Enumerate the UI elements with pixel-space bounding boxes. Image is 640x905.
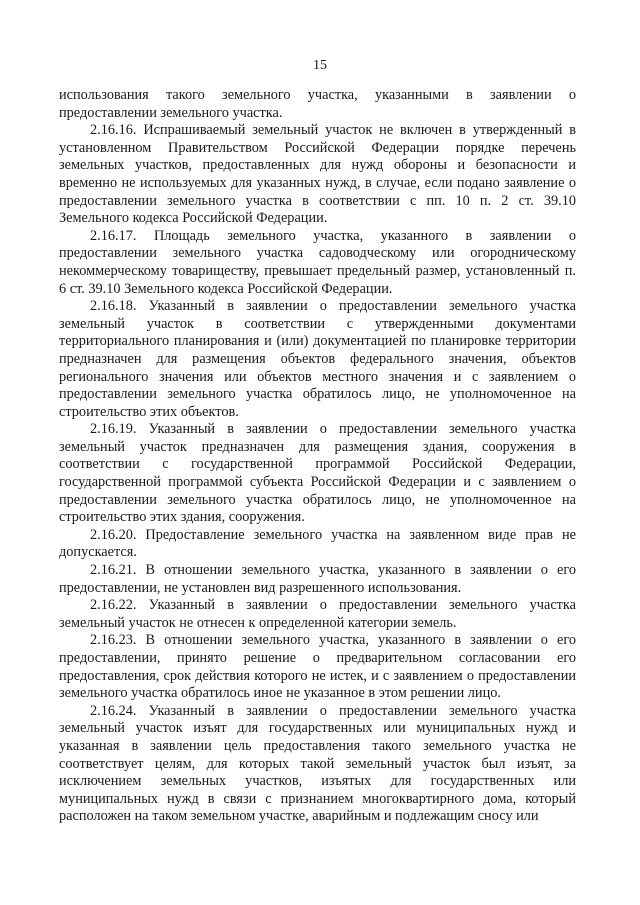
paragraph-continuation: использования такого земельного участка, указанными в заявлении о предоставлении земельного участка. (59, 87, 576, 121)
paragraph-2-16-21: 2.16.21. В отношении земельного участка, указанного в заявлении о его предоставлении, не установлен вид разрешенного использования. (59, 562, 576, 596)
paragraph-2-16-23: 2.16.23. В отношении земельного участка, указанного в заявлении о его предоставлении, принято решение о предварительном согласовании его предоставления, срок действия которого не истек, и с заявлением о предоставлении земельного участка обратилось иное не указанное в этом решении лицо. (59, 632, 576, 702)
paragraph-2-16-18: 2.16.18. Указанный в заявлении о предоставлении земельного участка земельный участок в соответствии с утвержденными документами территориального планирования и (или) документацией по планировке территории предназначен для размещения объектов федерального значения, объектов регионального значения или объектов местного значения и с заявлением о предоставлении земельного участка обратилось лицо, не уполномоченное на строительство этих объектов. (59, 298, 576, 420)
paragraph-2-16-19: 2.16.19. Указанный в заявлении о предоставлении земельного участка земельный участок предназначен для размещения здания, сооружения в соответствии с государственной программой Российской Федерации, государственной программой субъекта Российской Федерации и с заявлением о предоставлении земельного участка обратилось лицо, не уполномоченное на строительство этих здания, сооружения. (59, 421, 576, 526)
document-body (59, 87, 576, 826)
paragraph-2-16-20: 2.16.20. Предоставление земельного участка на заявленном виде прав не допускается. (59, 526, 576, 561)
paragraph-2-16-24: 2.16.24. Указанный в заявлении о предоставлении земельного участка земельный участок изъят для государственных или муниципальных нужд и указанная в заявлении цель предоставления такого земельного участка не соответствует целям, для которых такой земельный участок был изъят, за исключением земельных участков, изъятых для государственных или муниципальных нужд в связи с признанием многоквартирного дома, который расположен на таком земельном участке, аварийным и подлежащим сносу или (59, 702, 576, 825)
page-number: 15 (313, 58, 327, 73)
paragraph-2-16-17: 2.16.17. Площадь земельного участка, указанного в заявлении о предоставлении земельного участка садоводческому или огородническому некоммерческому товариществу, превышает предельный размер, установленный п. 6 ст. 39.10 Земельного кодекса Российской Федерации. (59, 227, 576, 297)
paragraph-2-16-22: 2.16.22. Указанный в заявлении о предоставлении земельного участка земельный участок не отнесен к определенной категории земель. (59, 597, 576, 631)
paragraph-2-16-16: 2.16.16. Испрашиваемый земельный участок не включен в утвержденный в установленном Правительством Российской Федерации порядке перечень земельных участков, предоставленных для нужд обороны и безопасности и временно не используемых для указанных нужд, в случае, если подано заявление о предоставлении земельного участка в соответствии с пп. 10 п. 2 ст. 39.10 Земельного кодекса Российской Федерации. (59, 122, 576, 227)
